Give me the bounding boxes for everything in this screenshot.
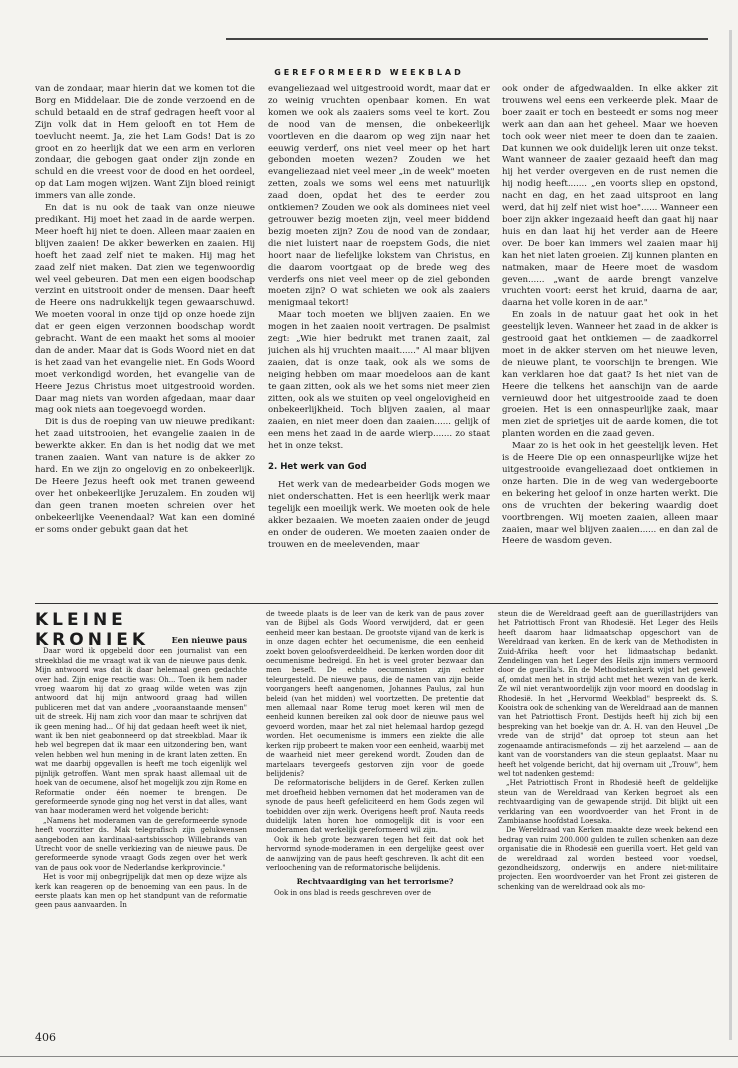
paragraph: Maar zo is het ook in het geestelijk leven. Het is de Heere Die op een onnaspeurlijke wijze het uitgestrooide evangeliezaad doet ontkiemen in onze harten. Die in de weg van wedergeboorte en bekering het geloof in onze harten werkt. Die ons de vruchten der bekering waardig doet voortbrengen. Wij moeten zaaien, alleen maar zaaien, maar wel blijven zaaien...... en dan zal de Heere de wasdom geven. <box>502 441 718 547</box>
article-column-1 <box>35 84 255 599</box>
paragraph: Daar word ik opgebeld door een journalist van een streekblad die me vraagt wat ik van de nieuwe paus denk. Mijn antwoord was dat ik daar helemaal geen gedachte over had. Zijn enige reactie was: Oh... Toen ik hem nader vroeg waarom hij dat zo graag wilde weten was zijn antwoord dat hij mijn antwoord graag had willen publiceren met dat van andere „vooraanstaande mensen" uit de streek. Hij nam zich voor dan maar te schrijven dat ik geen mening had... Of hij dat gedaan heeft weet ik niet, want ik ben niet geabonneerd op dat streekblad. Maar ik heb wel begrepen dat ik maar een uitzondering ben, want velen hebben wel hun mening in de krant laten zetten. En wat me daarbij opgevallen is heeft me toch eigenlijk wel pijnlijk getroffen. Want men sprak haast allemaal uit de hoek van de oecumene, alsof het mogelijk zou zijn Rome en Reformatie onder één noemer te brengen. De gereformeerde synode ging nog het verst in dat alles, want van haar moderamen werd het volgende bericht: <box>35 647 247 816</box>
paragraph: van de zondaar, maar hierin dat we komen tot die Borg en Middelaar. Die de zonde verzoend en de schuld betaald en de straf gedragen heeft voor al Zijn volk dat in Hem gelooft en tot Hem de toevlucht neemt. Ja, zie het Lam Gods! Dat is zo groot en zo heerlijk dat we een arm en verloren zondaar, die gebogen gaat onder zijn zonde en schuld en die vreest voor de dood en het oordeel, op dat Lam mogen wijzen. Want Zijn bloed reinigt immers van alle zonde. <box>35 84 255 202</box>
paragraph: de tweede plaats is de leer van de kerk van de paus zover van de Bijbel als Gods Woord verwijderd, dat er geen eenheid meer kan bestaan. De grootste vijand van de kerk is in onze dagen echter het oecumenisme, die een eenheid zoekt boven geloofsverdeeldheid. De kerken worden door dit oecumenisme bedreigd. En het is veel groter bezwaar dan men beseft. De echte oecumenisten zijn echter teleurgesteld. De nieuwe paus, die de namen van zijn beide voorgangers heeft aangenomen, Johannes Paulus, zal hun beleid (van het midden) wel voortzetten. De pretentie dat men allemaal naar Rome terug moet keren wil men de eenheid kunnen bereiken zal ook door de nieuwe paus wel gevoerd worden, maar het zal niet helemaal hardop gezegd worden. Het oecumenisme is immers een ziekte die alle kerken rijp probeert te maken voor een eenheid, waarbij met de waarheid niet meer gerekend wordt. Zouden dan de martelaars tevergeefs gestorven zijn voor de goede belijdenis? <box>266 610 484 778</box>
section-divider <box>35 603 718 604</box>
kroniek-column-1 <box>35 636 247 1021</box>
paragraph: ook onder de afgedwaalden. In elke akker zit trouwens wel eens een verkeerde plek. Maar de boer zaait er toch en besteedt er soms nog meer werk aan dan aan het geheel. Maar we hoeven toch ook weer niet meer te doen dan te zaaien. Dat kunnen we ook duidelijk leren uit onze tekst. Want wanneer de zaaier gezaaid heeft dan mag hij het verder overgeven en de rust nemen die hij nodig heeft....... „en voorts sliep en opstond, nacht en dag, en het zaad uitsproot en lang werd, dat hij zelf niet wist hoe"...... Wanneer een boer zijn akker ingezaaid heeft dan gaat hij naar huis en dan laat hij het verder aan de Heere over. De boer kan immers wel zaaien maar hij kan het niet laten groeien. Zij kunnen planten en natmaken, maar de Heere moet de wasdom geven...... „want de aarde brengt vanzelve vruchten voort: eerst het kruid, daarna de aar, daarna het volle koren in de aar." <box>502 84 718 309</box>
running-header: GEREFORMEERD WEEKBLAD <box>274 68 464 77</box>
top-rule <box>226 38 708 40</box>
kroniek-column-3 <box>498 610 718 1025</box>
bottom-rule <box>0 1056 738 1057</box>
quote: „Namens het moderamen van de gereformeerde synode heeft voorzitter ds. Mak telegrafisch zijn gelukwensen aangeboden aan kardinaal-aartsbisschop Willebrands van Utrecht voor de snelle verkiezing van de nieuwe paus. De gereformeerde synode vraagt Gods zegen over het werk van de paus ook voor de Nederlandse kerkprovincie." <box>35 816 247 872</box>
paragraph: Dit is dus de roeping van uw nieuwe predikant: het zaad uitstrooien, het evangelie zaaien in de bewerkte akker. En dan is het nodig dat we met tranen zaaien. Want van nature is de akker zo hard. En we zijn zo ongelovig en zo onbekeerlijk. De Heere Jezus heeft ook met tranen geweend over het onbekeerlijke Jeruzalem. En zouden wij dan geen tranen moeten schreien over het onbekeerlijke Veenendaal? Wat kan een dominé er soms onder gebukt gaan dat het <box>35 417 255 535</box>
paragraph: Maar toch moeten we blijven zaaien. En we mogen in het zaaien nooit vertragen. De psalmist zegt: „Wie hier bedrukt met tranen zaait, zal juichen als hij vruchten maait......" Al maar blijven zaaien, dat is onze taak, ook als we soms de neiging hebben om maar moedeloos aan de kant te gaan zitten, ook als we het soms niet meer zien zitten, ook als we stuiten op veel ongelovigheid en onbekeerlijkheid. Toch blijven zaaien, al maar zaaien, en niet meer doen dan zaaien...... gelijk of een mens het zaad in de aarde wierp....... zo staat het in onze tekst. <box>268 310 490 452</box>
subheading: Een nieuwe paus <box>171 636 247 645</box>
page-number: 406 <box>35 1031 56 1044</box>
section-heading: 2. Het werk van God <box>268 462 367 473</box>
kroniek-column-2 <box>266 610 484 1025</box>
paragraph: Het werk van de medearbeider Gods mogen we niet onderschatten. Het is een heerlijk werk maar tegelijk een moeilijk werk. We moeten ook de hele akker bezaaien. We moeten zaaien onder de jeugd en onder de ouderen. We moeten zaaien onder de trouwen en de meelevenden, maar <box>268 480 490 550</box>
article-column-3 <box>502 84 718 599</box>
subheading: Rechtvaardiging van het terrorisme? <box>296 877 454 887</box>
paragraph: En dat is nu ook de taak van onze nieuwe predikant. Hij moet het zaad in de aarde werpen. Meer hoeft hij niet te doen. Alleen maar zaaien en blijven zaaien! De akker bewerken en zaaien. Hij hoeft het zaad zelf niet te maken. Hij mag het zaad zelf niet maken. Dat zien we tegenwoordig wel veel gebeuren. Dat men een eigen boodschap verzint en uitstrooit onder de mensen. Daar heeft de Heere ons nadrukkelijk tegen gewaarschuwd. We moeten vooral in onze tijd op onze hoede zijn dat er geen eigen verzonnen boodschap wordt gebracht. Want de een maakt het soms al mooier dan de ander. Maar dat is Gods Woord niet en dat is het zaad van het evangelie niet. En Gods Woord moet verkondigd worden, het evangelie van de Heere Jezus Christus moet uitgestrooid worden. Daar mag niets van worden afgedaan, maar daar mag ook niets aan toegevoegd worden. <box>35 203 255 416</box>
paragraph: En zoals in de natuur gaat het ook in het geestelijk leven. Wanneer het zaad in de akker is gestrooid gaat het ontkiemen — de zaadkorrel moet in de akker sterven om het nieuwe leven, de nieuwe plant, te voorschijn te brengen. Wie kan verklaren hoe dat gaat? Is het niet van de Heere die telkens het aanschijn van de aarde vernieuwd door het uitgestrooide zaad te doen groeien. Het is een onnaspeurlijke zaak, maar men ziet de sprietjes uit de aarde komen, die tot planten worden en die zaad geven. <box>502 310 718 440</box>
section-title: KLEINE KRONIEK <box>35 610 150 650</box>
paragraph: De reformatorische belijders in de Geref. Kerken zullen met droefheid hebben vernomen dat het moderamen van de synode de paus heeft gefeliciteerd en hem Gods zegen wil toebidden over zijn werk. Overigens heeft prof. Nauta reeds duidelijk laten horen hoe onmogelijk dit is voor een moderamen dat werkelijk gereformeerd wil zijn. <box>266 779 484 835</box>
page-edge <box>729 30 732 1040</box>
paragraph: Ook ik heb grote bezwaren tegen het feit dat ook het hervormd synode-moderamen in een dergelijke geest over de aanwijzing van de paus heeft geschreven. Ik acht dit een verloochening van de reformatorische belijdenis. <box>266 835 484 872</box>
quote: „Het Patriottisch Front in Rhodesië heeft de geldelijke steun van de Wereldraad van Kerken begroet als een rechtvaardiging van de gewapende strijd. Dit blijkt uit een verklaring van een woordvoerder van het Front in de Zambiaanse hoofdstad Loesaka. <box>498 779 718 825</box>
paragraph: De Wereldraad van Kerken maakte deze week bekend een bedrag van ruim 200.000 gulden te zullen schenken aan deze organisatie die in Rhodesië een guerilla voert. Het geld van de wereldraad zal worden besteed voor voedsel, gezondheidszorg, onderwijs en andere niet-militaire projecten. Een woordvoerder van het Front zei gisteren de schenking van de wereldraad ook als mo- <box>498 826 718 891</box>
paragraph: Ook in ons blad is reeds geschreven over de <box>274 888 431 897</box>
article-column-2 <box>268 84 490 599</box>
paragraph: steun die de Wereldraad geeft aan de guerillastrijders van het Patriottisch Front van Rhodesië. Het Leger des Heils heeft daarom haar lidmaatschap opgeschort van de Wereldraad van kerken. En de kerk van de Methodisten in Zuid-Afrika heeft voor het lidmaatschap bedankt. Zendelingen van het Leger des Heils zijn immers vermoord door de guerilla's. En de Methodistenkerk wijst het geweld af, omdat men het in strijd acht met het wezen van de kerk. Ze wil niet verantwoordelijk zijn voor moord en doodslag in Rhodesië. In het „Hervormd Weekblad" bespreekt ds. S. Kooistra ook de schenking van de Wereldraad aan de mannen van het Patriottisch Front. Destijds heeft hij zich bij een bespreking van het boekje van dr. A. H. van den Heuvel „De vrede van de strijd" dat oproep tot steun aan het zogenaamde antiracismefonds — zij het aarzelend — aan de kant van de voorstanders van die steun geplaatst. Maar nu heeft het volgende bericht, dat hij overnam uit „Trouw", hem wel tot nadenken gestemd: <box>498 610 718 778</box>
paragraph: evangeliezaad wel uitgestrooid wordt, maar dat er zo weinig vruchten openbaar komen. En wat komen we ook als zaaiers soms veel te kort. Zou de nood van de mensen, die onbekeerlijk voortleven en die daarom op weg zijn naar het eeuwig verderf, ons niet veel meer op het hart gebonden moeten wezen? Zouden we het evangeliezaad niet veel meer „in de week" moeten zetten, zoals we soms wel eens met natuurlijk zaad doen, opdat het des te eerder zou ontkiemen? Zouden we ook als dominees niet veel getrouwer bezig moeten zijn, veel meer biddend bezig moeten zijn? Zou de nood van de zondaar, die niet luistert naar de roepstem Gods, die niet hoort naar de liefelijke lokstem van Christus, en die daarom voortgaat op de brede weg des verderfs ons niet veel meer op de ziel gebonden moeten zijn? O wat schieten we ook als zaaiers menigmaal tekort! <box>268 84 490 309</box>
paragraph: Het is voor mij onbegrijpelijk dat men op deze wijze als kerk kan reageren op de benoeming van een paus. In de eerste plaats kan men op het standpunt van de reformatie geen paus aanvaarden. In <box>35 873 247 910</box>
